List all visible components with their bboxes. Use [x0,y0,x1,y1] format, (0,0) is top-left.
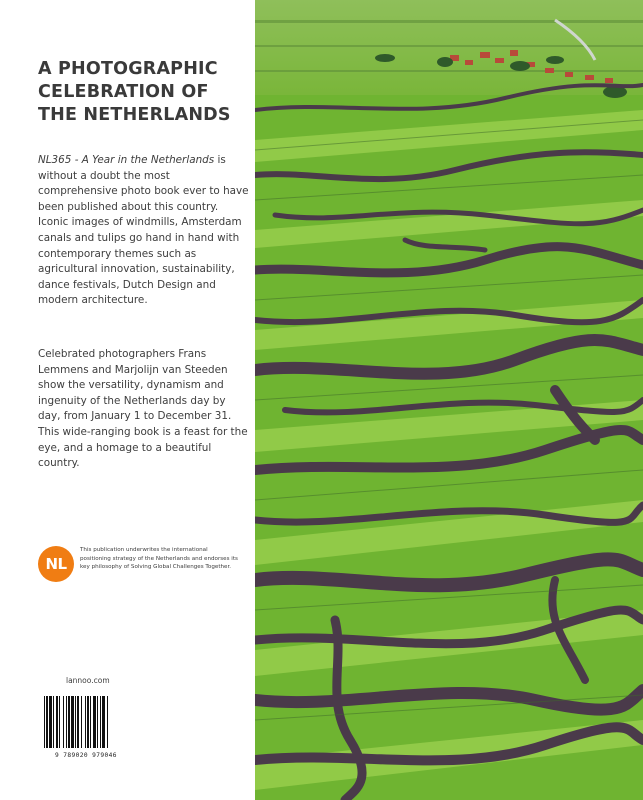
barcode-bar [59,696,60,748]
headline-line-1: A PHOTOGRAPHIC [38,59,218,79]
description-paragraph-1-text: is without a doubt the most comprehensive photo book ever to have been published about this country. Iconic images of windmills, Amsterdam canals and tulips go hand in hand with contemporary themes such as agricultural innovation, sustainability, dance festivals, Dutch Design and modern architecture. [38,154,249,307]
barcode-bar [87,696,89,748]
book-title-italic: NL365 - A Year in the Netherlands [38,154,215,166]
barcode-bar [63,696,64,748]
description-paragraph-1 [38,153,250,309]
barcode-bar [71,696,74,748]
barcode-digits: 9 789020 979046 [55,752,117,759]
barcode-bar [85,696,86,748]
publisher-website: lannoo.com [66,676,110,685]
barcode-bar [49,696,52,748]
barcode-bar [90,696,91,748]
barcode-bars-icon [40,692,132,752]
nl-logo-text: NL [45,555,67,573]
barcode-bar [100,696,101,748]
aerial-polder-photo [255,0,643,800]
barcode-bar [107,696,108,748]
barcode-bar [66,696,67,748]
barcode-bar [53,696,54,748]
barcode-bar [44,696,45,748]
description-paragraph-2: Celebrated photographers Frans Lemmens and Marjolijn van Steeden show the versatility, dynamism and ingenuity of the Netherlands day by day, from January 1 to December 31. This wide-ranging book is a feast for the eye, and a homage to a beautiful country. [38,348,248,470]
back-cover-text-panel [0,0,255,800]
barcode-bar [102,696,105,748]
barcode-bar [75,696,76,748]
barcode-bar [81,696,82,748]
barcode-bar [68,696,70,748]
barcode-bar [97,696,98,748]
headline-line-3: THE NETHERLANDS [38,105,231,125]
headline [38,58,248,127]
isbn-barcode [40,692,132,764]
nl-circle-logo-icon [38,546,74,582]
nl-positioning-note: This publication underwrites the international positioning strategy of the Netherlands and endorses its key philosophy of Solving Global Challenges Together. [80,547,238,571]
aerial-polder-landscape-icon [255,0,643,800]
barcode-bar [77,696,79,748]
headline-line-2: CELEBRATION OF [38,82,209,102]
barcode-bar [93,696,96,748]
barcode-bar [56,696,58,748]
barcode-bar [46,696,48,748]
